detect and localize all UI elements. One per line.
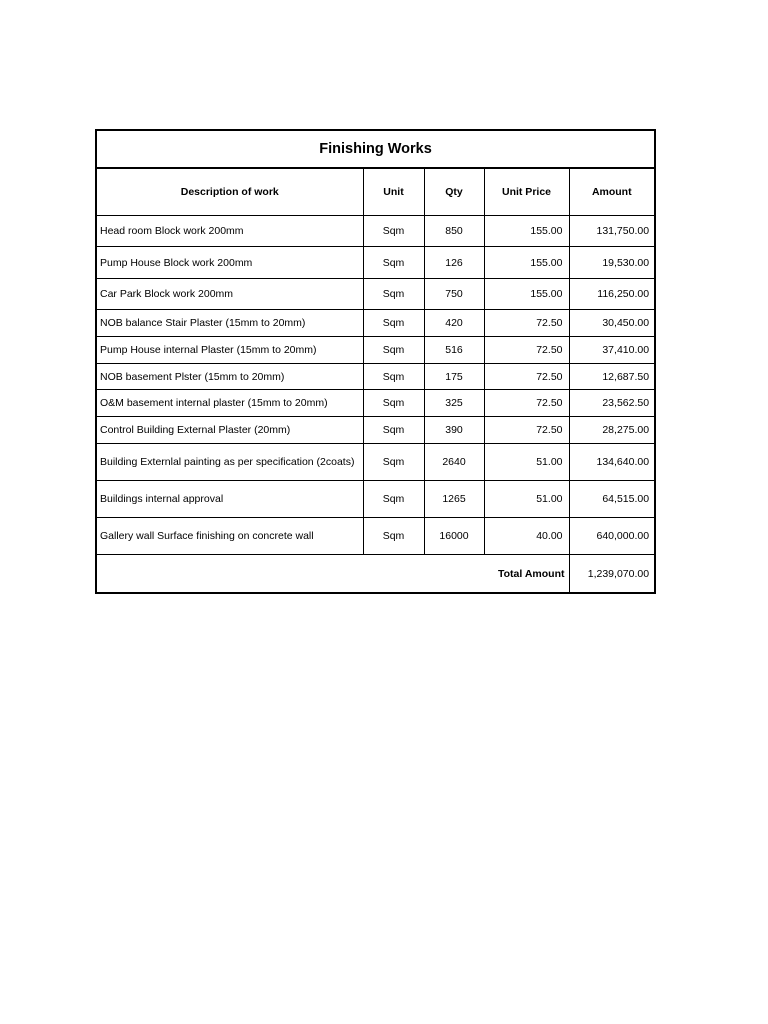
title-row: [96, 130, 655, 168]
cell-qty: 325: [424, 390, 484, 417]
cell-amount: 116,250.00: [569, 279, 655, 310]
cell-qty: 126: [424, 247, 484, 279]
table-row: [96, 279, 655, 310]
table-row: [96, 364, 655, 390]
cell-qty: 390: [424, 417, 484, 444]
header-unit: Unit: [363, 168, 424, 216]
cell-unit: Sqm: [363, 417, 424, 444]
cell-unit: Sqm: [363, 247, 424, 279]
cell-description: O&M basement internal plaster (15mm to 20mm): [96, 390, 363, 417]
cell-unit: Sqm: [363, 279, 424, 310]
cell-amount: 23,562.50: [569, 390, 655, 417]
table-title: Finishing Works: [96, 130, 655, 168]
cell-amount: 12,687.50: [569, 364, 655, 390]
cell-description: NOB balance Stair Plaster (15mm to 20mm): [96, 310, 363, 337]
cell-unit: Sqm: [363, 390, 424, 417]
cell-amount: 64,515.00: [569, 481, 655, 518]
cell-unit: Sqm: [363, 337, 424, 364]
cell-description: Pump House internal Plaster (15mm to 20mm): [96, 337, 363, 364]
total-amount: 1,239,070.00: [569, 555, 655, 594]
cell-qty: 16000: [424, 518, 484, 555]
cell-qty: 1265: [424, 481, 484, 518]
cell-qty: 750: [424, 279, 484, 310]
cell-unit-price: 40.00: [484, 518, 569, 555]
cell-amount: 134,640.00: [569, 444, 655, 481]
cell-description: Car Park Block work 200mm: [96, 279, 363, 310]
cell-unit: Sqm: [363, 310, 424, 337]
cell-unit-price: 72.50: [484, 390, 569, 417]
cell-amount: 131,750.00: [569, 216, 655, 247]
cell-unit: Sqm: [363, 444, 424, 481]
finishing-works-table: [95, 129, 656, 594]
header-description: Description of work: [96, 168, 363, 216]
table-row: [96, 247, 655, 279]
header-qty: Qty: [424, 168, 484, 216]
table-row: [96, 481, 655, 518]
cell-unit-price: 155.00: [484, 216, 569, 247]
total-row: [96, 555, 655, 594]
cell-unit-price: 72.50: [484, 310, 569, 337]
cell-description: NOB basement Plster (15mm to 20mm): [96, 364, 363, 390]
cell-unit-price: 72.50: [484, 417, 569, 444]
cell-unit: Sqm: [363, 518, 424, 555]
cell-description: Pump House Block work 200mm: [96, 247, 363, 279]
table-row: [96, 444, 655, 481]
cell-unit-price: 155.00: [484, 247, 569, 279]
cell-qty: 175: [424, 364, 484, 390]
total-label: Total Amount: [96, 555, 569, 594]
cell-description: Gallery wall Surface finishing on concrete wall: [96, 518, 363, 555]
cell-qty: 420: [424, 310, 484, 337]
cell-qty: 2640: [424, 444, 484, 481]
cell-amount: 30,450.00: [569, 310, 655, 337]
cell-qty: 850: [424, 216, 484, 247]
cell-unit-price: 72.50: [484, 337, 569, 364]
header-unit-price: Unit Price: [484, 168, 569, 216]
cell-amount: 37,410.00: [569, 337, 655, 364]
table-row: [96, 216, 655, 247]
cell-amount: 640,000.00: [569, 518, 655, 555]
cell-unit-price: 72.50: [484, 364, 569, 390]
header-row: [96, 168, 655, 216]
cell-description: Buildings internal approval: [96, 481, 363, 518]
cell-qty: 516: [424, 337, 484, 364]
cell-description: Head room Block work 200mm: [96, 216, 363, 247]
cell-unit: Sqm: [363, 481, 424, 518]
table-row: [96, 310, 655, 337]
cell-description: Building Externlal painting as per specification (2coats): [96, 444, 363, 481]
cell-amount: 28,275.00: [569, 417, 655, 444]
cell-unit-price: 155.00: [484, 279, 569, 310]
table-row: [96, 417, 655, 444]
table-row: [96, 390, 655, 417]
cell-unit: Sqm: [363, 364, 424, 390]
cell-description: Control Building External Plaster (20mm): [96, 417, 363, 444]
cell-amount: 19,530.00: [569, 247, 655, 279]
header-amount: Amount: [569, 168, 655, 216]
cell-unit: Sqm: [363, 216, 424, 247]
table-row: [96, 518, 655, 555]
table-row: [96, 337, 655, 364]
cell-unit-price: 51.00: [484, 444, 569, 481]
cell-unit-price: 51.00: [484, 481, 569, 518]
